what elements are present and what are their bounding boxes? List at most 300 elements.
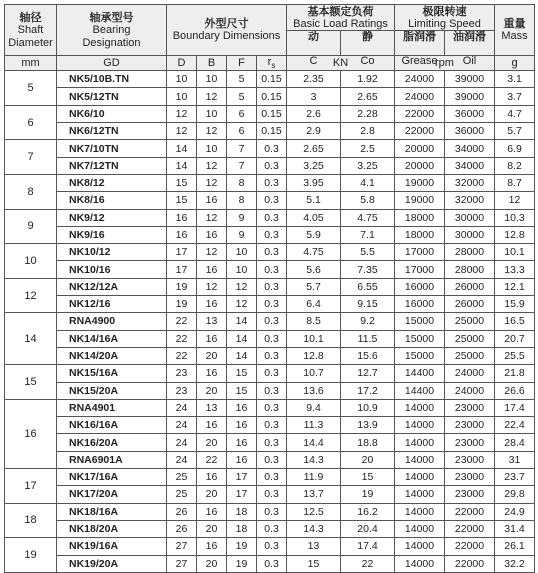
cell-c: 5.7 — [287, 278, 341, 295]
cell-grease: 16000 — [395, 278, 445, 295]
table-row — [5, 71, 535, 88]
cell-oil: 25000 — [445, 347, 495, 364]
cell-co: 17.2 — [341, 382, 395, 399]
cell-co: 4.1 — [341, 174, 395, 191]
cell-oil: 25000 — [445, 313, 495, 330]
cell-model: NK5/10B.TN — [57, 71, 167, 88]
unit-gd: GD — [57, 56, 167, 71]
cell-c: 12.8 — [287, 347, 341, 364]
cell-b: 16 — [197, 469, 227, 486]
cell-rs: 0.3 — [257, 261, 287, 278]
cell-b: 20 — [197, 486, 227, 503]
cell-d: 15 — [167, 174, 197, 191]
cell-co: 5.5 — [341, 244, 395, 261]
cell-c: 13 — [287, 538, 341, 555]
shaft-diameter-cell: 8 — [5, 174, 57, 209]
table-row — [5, 244, 535, 261]
cell-f: 9 — [227, 226, 257, 243]
limiting-speed-header: 极限转速 Limiting Speed 脂润滑 Grease 油润滑 Oil — [395, 5, 495, 56]
cell-mass: 4.7 — [495, 105, 535, 122]
table-row — [5, 520, 535, 537]
cell-model: RNA4900 — [57, 313, 167, 330]
cell-c: 15 — [287, 555, 341, 572]
cell-co: 11.5 — [341, 330, 395, 347]
cell-co: 7.35 — [341, 261, 395, 278]
cell-c: 4.75 — [287, 244, 341, 261]
cell-mass: 25.5 — [495, 347, 535, 364]
cell-model: NK14/20A — [57, 347, 167, 364]
cell-grease: 14000 — [395, 399, 445, 416]
cell-d: 15 — [167, 192, 197, 209]
table-row — [5, 382, 535, 399]
cell-model: NK8/12 — [57, 174, 167, 191]
cell-c: 14.3 — [287, 451, 341, 468]
cell-mass: 10.1 — [495, 244, 535, 261]
cell-b: 13 — [197, 313, 227, 330]
cell-oil: 24000 — [445, 382, 495, 399]
cell-c: 13.6 — [287, 382, 341, 399]
cell-b: 12 — [197, 209, 227, 226]
cell-b: 20 — [197, 434, 227, 451]
cell-b: 12 — [197, 174, 227, 191]
table-row — [5, 451, 535, 468]
table-row — [5, 278, 535, 295]
cell-grease: 14000 — [395, 538, 445, 555]
cell-d: 14 — [167, 140, 197, 157]
cell-grease: 14000 — [395, 469, 445, 486]
cell-mass: 12 — [495, 192, 535, 209]
shaft-diameter-cell: 5 — [5, 71, 57, 106]
cell-f: 10 — [227, 244, 257, 261]
cell-f: 19 — [227, 555, 257, 572]
cell-b: 16 — [197, 417, 227, 434]
cell-grease: 14000 — [395, 451, 445, 468]
cell-grease: 18000 — [395, 226, 445, 243]
cell-b: 12 — [197, 244, 227, 261]
cell-c: 3 — [287, 88, 341, 105]
table-row — [5, 123, 535, 140]
cell-co: 2.8 — [341, 123, 395, 140]
cell-co: 12.7 — [341, 365, 395, 382]
cell-model: NK17/16A — [57, 469, 167, 486]
cell-oil: 36000 — [445, 123, 495, 140]
cell-model: NK17/20A — [57, 486, 167, 503]
cell-d: 26 — [167, 520, 197, 537]
cell-c: 2.6 — [287, 105, 341, 122]
cell-f: 8 — [227, 174, 257, 191]
cell-grease: 15000 — [395, 313, 445, 330]
cell-co: 15.6 — [341, 347, 395, 364]
cell-grease: 15000 — [395, 347, 445, 364]
cell-grease: 19000 — [395, 174, 445, 191]
cell-d: 23 — [167, 365, 197, 382]
cell-f: 17 — [227, 486, 257, 503]
cell-grease: 15000 — [395, 330, 445, 347]
cell-grease: 20000 — [395, 157, 445, 174]
cell-rs: 0.3 — [257, 555, 287, 572]
cell-d: 12 — [167, 123, 197, 140]
cell-d: 24 — [167, 451, 197, 468]
cell-rs: 0.3 — [257, 503, 287, 520]
cell-mass: 17.4 — [495, 399, 535, 416]
cell-b: 12 — [197, 157, 227, 174]
cell-co: 5.8 — [341, 192, 395, 209]
cell-model: NK7/12TN — [57, 157, 167, 174]
cell-grease: 14000 — [395, 434, 445, 451]
cell-b: 20 — [197, 520, 227, 537]
cell-model: NK14/16A — [57, 330, 167, 347]
mass-header: 重量 Mass — [495, 5, 535, 56]
cell-rs: 0.3 — [257, 434, 287, 451]
cell-oil: 23000 — [445, 417, 495, 434]
cell-oil: 39000 — [445, 71, 495, 88]
cell-f: 5 — [227, 88, 257, 105]
cell-co: 3.25 — [341, 157, 395, 174]
col-f: F — [227, 56, 257, 71]
unit-rpm: rpm — [395, 56, 495, 71]
cell-rs: 0.3 — [257, 296, 287, 313]
cell-b: 12 — [197, 123, 227, 140]
table-row — [5, 434, 535, 451]
boundary-dimensions-header: 外型尺寸 Boundary Dimensions — [167, 5, 287, 56]
cell-grease: 24000 — [395, 88, 445, 105]
cell-co: 2.65 — [341, 88, 395, 105]
cell-oil: 28000 — [445, 261, 495, 278]
cell-f: 14 — [227, 347, 257, 364]
cell-f: 15 — [227, 365, 257, 382]
cell-c: 6.4 — [287, 296, 341, 313]
cell-d: 19 — [167, 296, 197, 313]
cell-f: 9 — [227, 209, 257, 226]
table-body — [5, 71, 535, 573]
cell-mass: 10.3 — [495, 209, 535, 226]
cell-c: 5.9 — [287, 226, 341, 243]
cell-rs: 0.3 — [257, 174, 287, 191]
cell-grease: 14000 — [395, 486, 445, 503]
cell-model: NK8/16 — [57, 192, 167, 209]
cell-mass: 32.2 — [495, 555, 535, 572]
cell-mass: 26.6 — [495, 382, 535, 399]
cell-oil: 36000 — [445, 105, 495, 122]
cell-model: NK12/16 — [57, 296, 167, 313]
cell-c: 3.95 — [287, 174, 341, 191]
shaft-diameter-cell: 15 — [5, 365, 57, 400]
cell-mass: 12.1 — [495, 278, 535, 295]
cell-d: 16 — [167, 226, 197, 243]
cell-co: 19 — [341, 486, 395, 503]
cell-model: NK18/20A — [57, 520, 167, 537]
cell-model: NK7/10TN — [57, 140, 167, 157]
cell-oil: 22000 — [445, 555, 495, 572]
cell-grease: 14000 — [395, 503, 445, 520]
col-rs: $r_s$ — [257, 56, 287, 71]
cell-b: 16 — [197, 296, 227, 313]
shaft-diameter-cell: 16 — [5, 399, 57, 468]
cell-rs: 0.3 — [257, 469, 287, 486]
cell-co: 13.9 — [341, 417, 395, 434]
unit-kn: KN — [287, 56, 395, 71]
cell-model: NK6/10 — [57, 105, 167, 122]
cell-oil: 39000 — [445, 88, 495, 105]
cell-mass: 26.1 — [495, 538, 535, 555]
cell-f: 18 — [227, 520, 257, 537]
cell-oil: 26000 — [445, 296, 495, 313]
cell-grease: 18000 — [395, 209, 445, 226]
cell-c: 9.4 — [287, 399, 341, 416]
cell-mass: 3.7 — [495, 88, 535, 105]
cell-rs: 0.15 — [257, 88, 287, 105]
table-row — [5, 538, 535, 555]
cell-oil: 28000 — [445, 244, 495, 261]
cell-f: 12 — [227, 278, 257, 295]
cell-mass: 8.7 — [495, 174, 535, 191]
cell-c: 10.1 — [287, 330, 341, 347]
table-row — [5, 157, 535, 174]
cell-model: NK10/12 — [57, 244, 167, 261]
cell-co: 20.4 — [341, 520, 395, 537]
cell-d: 22 — [167, 330, 197, 347]
cell-oil: 30000 — [445, 209, 495, 226]
cell-b: 10 — [197, 71, 227, 88]
cell-grease: 16000 — [395, 296, 445, 313]
cell-mass: 23.7 — [495, 469, 535, 486]
cell-b: 12 — [197, 88, 227, 105]
cell-b: 16 — [197, 261, 227, 278]
col-b: B — [197, 56, 227, 71]
cell-rs: 0.3 — [257, 451, 287, 468]
cell-d: 26 — [167, 503, 197, 520]
cell-model: RNA4901 — [57, 399, 167, 416]
cell-rs: 0.15 — [257, 105, 287, 122]
shaft-diameter-cell: 9 — [5, 209, 57, 244]
cell-b: 13 — [197, 399, 227, 416]
cell-model: NK16/20A — [57, 434, 167, 451]
shaft-diameter-cell: 10 — [5, 244, 57, 279]
cell-grease: 14400 — [395, 365, 445, 382]
cell-rs: 0.3 — [257, 244, 287, 261]
dynamic-load-subheader: 动 C — [287, 31, 341, 55]
cell-b: 20 — [197, 555, 227, 572]
cell-grease: 20000 — [395, 140, 445, 157]
cell-mass: 12.8 — [495, 226, 535, 243]
table-row — [5, 399, 535, 416]
cell-f: 6 — [227, 105, 257, 122]
cell-mass: 15.9 — [495, 296, 535, 313]
cell-f: 6 — [227, 123, 257, 140]
cell-co: 1.92 — [341, 71, 395, 88]
cell-oil: 23000 — [445, 399, 495, 416]
cell-rs: 0.3 — [257, 330, 287, 347]
cell-b: 16 — [197, 538, 227, 555]
cell-b: 16 — [197, 226, 227, 243]
cell-rs: 0.3 — [257, 157, 287, 174]
cell-c: 14.4 — [287, 434, 341, 451]
cell-model: NK9/16 — [57, 226, 167, 243]
cell-rs: 0.3 — [257, 399, 287, 416]
cell-f: 7 — [227, 157, 257, 174]
cell-mass: 16.5 — [495, 313, 535, 330]
cell-rs: 0.3 — [257, 382, 287, 399]
cell-c: 12.5 — [287, 503, 341, 520]
cell-c: 2.9 — [287, 123, 341, 140]
cell-mass: 20.7 — [495, 330, 535, 347]
cell-model: NK16/16A — [57, 417, 167, 434]
cell-mass: 21.8 — [495, 365, 535, 382]
cell-grease: 19000 — [395, 192, 445, 209]
cell-rs: 0.3 — [257, 209, 287, 226]
cell-b: 20 — [197, 347, 227, 364]
cell-f: 7 — [227, 140, 257, 157]
oil-subheader: 油润滑 Oil — [453, 30, 486, 67]
cell-f: 5 — [227, 71, 257, 88]
table-row — [5, 209, 535, 226]
table-row — [5, 226, 535, 243]
cell-rs: 0.3 — [257, 278, 287, 295]
table-row — [5, 347, 535, 364]
cell-model: NK15/16A — [57, 365, 167, 382]
table-row — [5, 417, 535, 434]
cell-mass: 31 — [495, 451, 535, 468]
shaft-diameter-cell: 6 — [5, 105, 57, 140]
cell-grease: 14000 — [395, 417, 445, 434]
col-d: D — [167, 56, 197, 71]
cell-c: 13.7 — [287, 486, 341, 503]
cell-d: 27 — [167, 538, 197, 555]
cell-rs: 0.3 — [257, 140, 287, 157]
cell-co: 16.2 — [341, 503, 395, 520]
cell-f: 12 — [227, 296, 257, 313]
cell-mass: 6.9 — [495, 140, 535, 157]
cell-f: 16 — [227, 399, 257, 416]
table-row — [5, 192, 535, 209]
cell-co: 17.4 — [341, 538, 395, 555]
cell-d: 27 — [167, 555, 197, 572]
table-row — [5, 365, 535, 382]
cell-c: 2.65 — [287, 140, 341, 157]
table-row — [5, 313, 535, 330]
cell-f: 14 — [227, 330, 257, 347]
cell-co: 4.75 — [341, 209, 395, 226]
cell-f: 8 — [227, 192, 257, 209]
cell-c: 2.35 — [287, 71, 341, 88]
cell-oil: 30000 — [445, 226, 495, 243]
cell-b: 16 — [197, 503, 227, 520]
cell-b: 22 — [197, 451, 227, 468]
table-row — [5, 88, 535, 105]
cell-c: 14.3 — [287, 520, 341, 537]
cell-oil: 23000 — [445, 469, 495, 486]
table-row — [5, 261, 535, 278]
cell-f: 16 — [227, 451, 257, 468]
table-row — [5, 555, 535, 572]
cell-oil: 23000 — [445, 486, 495, 503]
cell-c: 5.6 — [287, 261, 341, 278]
cell-d: 14 — [167, 157, 197, 174]
cell-d: 22 — [167, 313, 197, 330]
cell-f: 19 — [227, 538, 257, 555]
cell-oil: 25000 — [445, 330, 495, 347]
cell-b: 10 — [197, 105, 227, 122]
table-row — [5, 503, 535, 520]
table-row — [5, 469, 535, 486]
cell-mass: 31.4 — [495, 520, 535, 537]
table-row — [5, 296, 535, 313]
cell-b: 12 — [197, 278, 227, 295]
cell-grease: 24000 — [395, 71, 445, 88]
cell-f: 17 — [227, 469, 257, 486]
basic-load-ratings-header: 基本额定负荷 Basic Load Ratings 动 C 静 Co — [287, 5, 395, 56]
cell-d: 24 — [167, 399, 197, 416]
cell-d: 22 — [167, 347, 197, 364]
cell-oil: 32000 — [445, 174, 495, 191]
cell-mass: 3.1 — [495, 71, 535, 88]
cell-mass: 5.7 — [495, 123, 535, 140]
cell-grease: 14000 — [395, 555, 445, 572]
cell-d: 10 — [167, 71, 197, 88]
table-row — [5, 486, 535, 503]
cell-mass: 13.3 — [495, 261, 535, 278]
unit-g: g — [495, 56, 535, 71]
shaft-diameter-cell: 12 — [5, 278, 57, 313]
shaft-diameter-cell: 18 — [5, 503, 57, 538]
cell-model: NK19/16A — [57, 538, 167, 555]
cell-f: 15 — [227, 382, 257, 399]
cell-model: NK6/12TN — [57, 123, 167, 140]
cell-c: 5.1 — [287, 192, 341, 209]
cell-co: 6.55 — [341, 278, 395, 295]
cell-b: 16 — [197, 365, 227, 382]
cell-co: 22 — [341, 555, 395, 572]
cell-co: 2.5 — [341, 140, 395, 157]
cell-rs: 0.3 — [257, 313, 287, 330]
cell-d: 24 — [167, 417, 197, 434]
cell-rs: 0.3 — [257, 365, 287, 382]
shaft-diameter-cell: 7 — [5, 140, 57, 175]
cell-oil: 34000 — [445, 140, 495, 157]
cell-d: 16 — [167, 209, 197, 226]
cell-d: 12 — [167, 105, 197, 122]
cell-co: 15 — [341, 469, 395, 486]
bearing-designation-header: 轴承型号 Bearing Designation — [57, 5, 167, 56]
cell-oil: 26000 — [445, 278, 495, 295]
cell-oil: 22000 — [445, 503, 495, 520]
cell-rs: 0.3 — [257, 417, 287, 434]
shaft-diameter-cell: 17 — [5, 469, 57, 504]
cell-d: 17 — [167, 261, 197, 278]
cell-d: 10 — [167, 88, 197, 105]
grease-subheader: 脂润滑 Grease — [395, 31, 445, 55]
cell-mass: 29.8 — [495, 486, 535, 503]
cell-rs: 0.3 — [257, 538, 287, 555]
table-row — [5, 140, 535, 157]
cell-d: 23 — [167, 382, 197, 399]
cell-oil: 22000 — [445, 538, 495, 555]
shaft-diameter-header: 轴径 Shaft Diameter — [5, 5, 57, 56]
cell-oil: 22000 — [445, 520, 495, 537]
cell-co: 18.8 — [341, 434, 395, 451]
cell-co: 7.1 — [341, 226, 395, 243]
cell-mass: 22.4 — [495, 417, 535, 434]
cell-co: 10.9 — [341, 399, 395, 416]
shaft-diameter-cell: 19 — [5, 538, 57, 573]
cell-grease: 14000 — [395, 520, 445, 537]
cell-b: 10 — [197, 140, 227, 157]
cell-model: RNA6901A — [57, 451, 167, 468]
table-row — [5, 174, 535, 191]
cell-c: 4.05 — [287, 209, 341, 226]
cell-b: 16 — [197, 192, 227, 209]
cell-f: 10 — [227, 261, 257, 278]
